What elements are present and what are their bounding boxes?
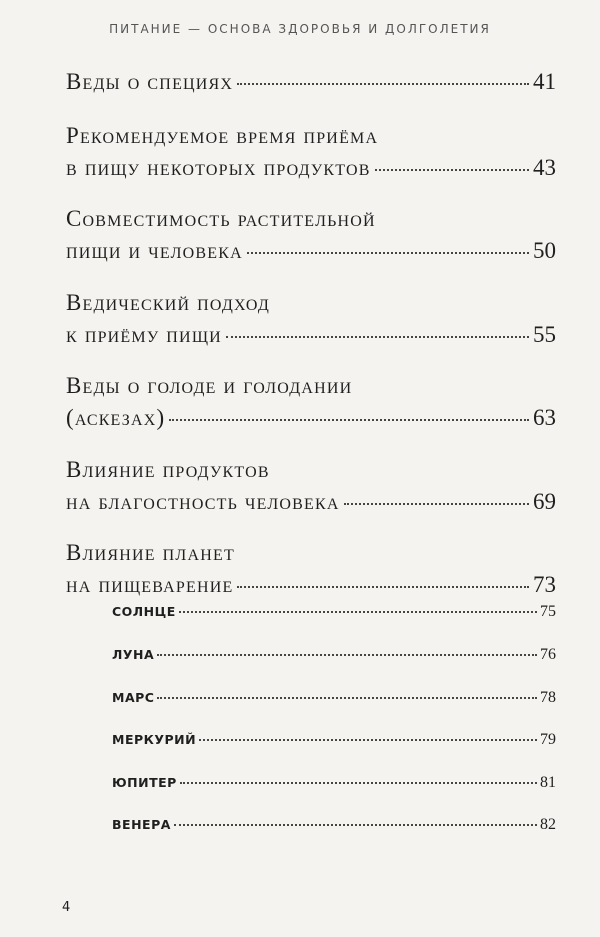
toc-subentry bbox=[112, 645, 556, 665]
dot-leader bbox=[226, 336, 529, 338]
toc-entry-title: Совместимость растительной bbox=[66, 206, 376, 231]
toc-entry-title: Веды о специях bbox=[66, 69, 234, 94]
toc-subentry-page: 76 bbox=[540, 646, 556, 663]
toc-entry bbox=[66, 537, 556, 601]
toc-subentry-page: 78 bbox=[540, 689, 556, 706]
toc-entry-title-cont: (аскезах) bbox=[66, 405, 166, 430]
toc-entry-page: 55 bbox=[533, 322, 556, 347]
toc-entry-page: 69 bbox=[533, 489, 556, 514]
toc-subentry-title: МЕРКУРИЙ bbox=[112, 732, 197, 747]
dot-leader bbox=[237, 83, 529, 85]
toc-entry-title: Влияние планет bbox=[66, 540, 235, 565]
toc-entry-title: Ведический подход bbox=[66, 290, 270, 315]
toc-entry-title-cont: на пищеварение bbox=[66, 572, 234, 597]
page-number: 4 bbox=[62, 900, 71, 915]
toc-entry-page: 50 bbox=[533, 238, 556, 263]
toc-entry-title-cont: к приёму пищи bbox=[66, 322, 222, 347]
toc-entry-title: Влияние продуктов bbox=[66, 457, 270, 482]
toc-entry-title: Рекомендуемое время приёма bbox=[66, 123, 379, 148]
toc-entry-title-cont: пищи и человека bbox=[66, 238, 243, 263]
toc-subentry bbox=[112, 602, 556, 622]
toc-entry bbox=[66, 370, 556, 434]
dot-leader bbox=[174, 824, 537, 826]
toc-subentry bbox=[112, 688, 556, 708]
dot-leader bbox=[157, 697, 537, 699]
toc-subentry-title: ВЕНЕРА bbox=[112, 817, 171, 832]
dot-leader bbox=[157, 654, 537, 656]
toc-entry-title: Веды о голоде и голодании bbox=[66, 373, 353, 398]
dot-leader bbox=[199, 739, 537, 741]
toc-entry bbox=[66, 203, 556, 267]
toc-entry bbox=[66, 120, 556, 184]
toc-entry bbox=[66, 66, 556, 98]
toc-subentry-title: ЮПИТЕР bbox=[112, 775, 177, 790]
toc-subentry-title: МАРС bbox=[112, 690, 155, 705]
toc-entry-title-cont: на благостность человека bbox=[66, 489, 340, 514]
toc-subentry bbox=[112, 815, 556, 835]
running-head: ПИТАНИЕ — ОСНОВА ЗДОРОВЬЯ И ДОЛГОЛЕТИЯ bbox=[109, 22, 491, 36]
toc-subentry bbox=[112, 773, 556, 793]
dot-leader bbox=[375, 169, 529, 171]
toc-entry-page: 43 bbox=[533, 155, 556, 180]
toc-subentry-page: 82 bbox=[540, 816, 556, 833]
toc-subentry-page: 79 bbox=[540, 731, 556, 748]
toc-subentry-title: СОЛНЦЕ bbox=[112, 604, 176, 619]
toc-entry-title-cont: в пищу некоторых продуктов bbox=[66, 155, 371, 180]
toc-entry bbox=[66, 287, 556, 351]
toc-subentry-title: ЛУНА bbox=[112, 647, 155, 662]
toc-subentry-page: 81 bbox=[540, 774, 556, 791]
toc-entry bbox=[66, 454, 556, 518]
dot-leader bbox=[247, 252, 529, 254]
dot-leader bbox=[344, 503, 529, 505]
toc-entry-page: 73 bbox=[533, 572, 556, 597]
toc-entry-page: 41 bbox=[533, 69, 556, 94]
toc-entry-page: 63 bbox=[533, 405, 556, 430]
dot-leader bbox=[169, 419, 529, 421]
toc-subentry bbox=[112, 730, 556, 750]
toc-subentry-page: 75 bbox=[540, 603, 556, 620]
dot-leader bbox=[180, 782, 537, 784]
dot-leader bbox=[179, 611, 537, 613]
dot-leader bbox=[237, 586, 529, 588]
